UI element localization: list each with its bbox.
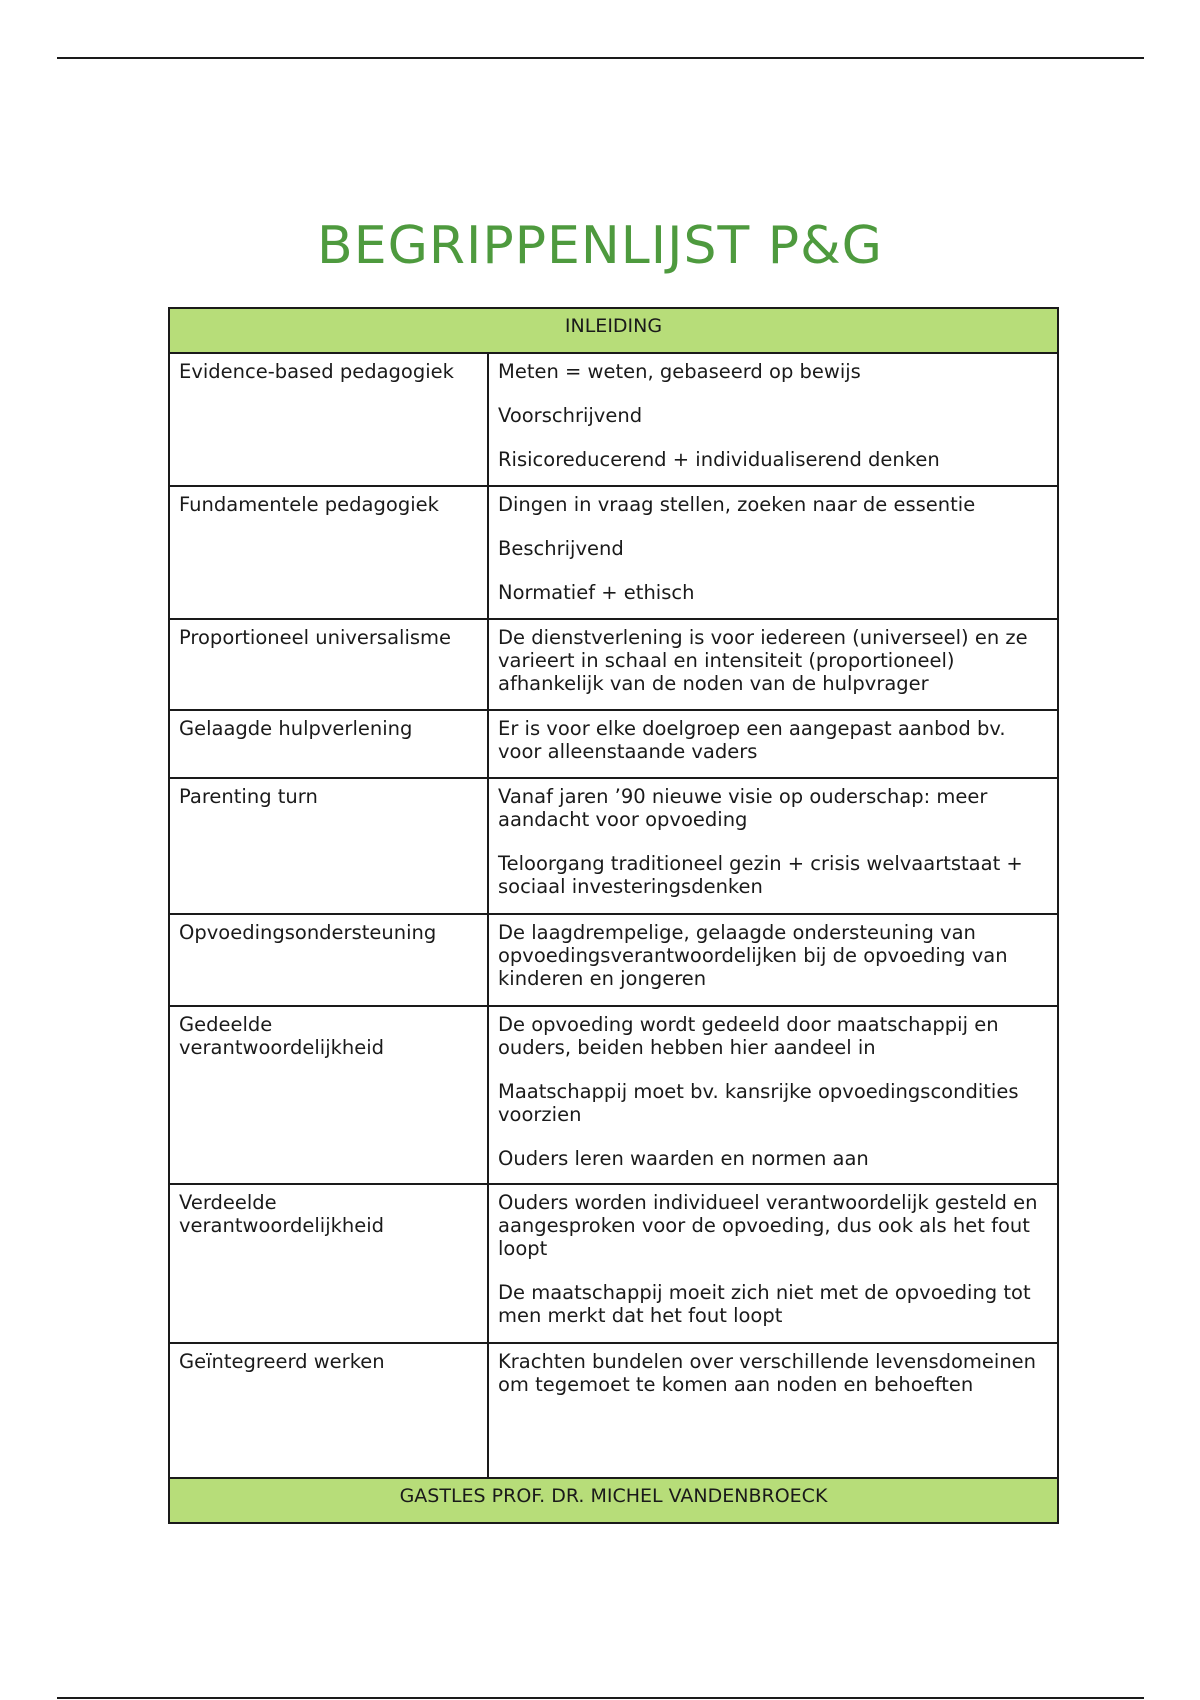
section-header-gastles xyxy=(169,1478,1058,1523)
definition-cell xyxy=(488,486,1058,619)
footer-rule xyxy=(57,1697,1144,1699)
definition-line: Vanaf jaren ’90 nieuwe visie op ouderschap: meer aandacht voor opvoeding xyxy=(498,785,988,831)
term-cell: Proportioneel universalisme xyxy=(169,619,488,710)
term-cell: Gelaagde hulpverlening xyxy=(169,710,488,778)
section-header-inleiding xyxy=(169,308,1058,353)
definition-line: De dienstverlening is voor iedereen (universeel) en ze varieert in schaal en intensiteit (proportioneel) afhankelijk van de noden van de hulpvrager xyxy=(498,626,1028,695)
header-rule xyxy=(57,57,1144,59)
term-cell: Gedeelde verantwoordelijkheid xyxy=(169,1006,488,1184)
table-row xyxy=(169,710,1058,778)
table-row xyxy=(169,778,1058,914)
definition-cell xyxy=(488,778,1058,914)
definition-line: De maatschappij moeit zich niet met de opvoeding tot men merkt dat het fout loopt xyxy=(498,1281,1031,1327)
document-title: BEGRIPPENLIJST P&G xyxy=(317,216,883,276)
definition-line: Meten = weten, gebaseerd op bewijs xyxy=(498,360,861,383)
definition-line: Krachten bundelen over verschillende levensdomeinen om tegemoet te komen aan noden en behoeften xyxy=(498,1350,1037,1396)
section-label: GASTLES PROF. DR. MICHEL VANDENBROECK xyxy=(169,1478,1058,1523)
definition-cell xyxy=(488,1006,1058,1184)
table-row xyxy=(169,914,1058,1006)
definition-line: Er is voor elke doelgroep een aangepast aanbod bv. voor alleenstaande vaders xyxy=(498,717,1006,763)
definition-line: Ouders worden individueel verantwoordelijk gesteld en aangesproken voor de opvoeding, dus ook als het fout loopt xyxy=(498,1191,1038,1260)
definition-cell xyxy=(488,710,1058,778)
definition-line: De opvoeding wordt gedeeld door maatschappij en ouders, beiden hebben hier aandeel in xyxy=(498,1013,999,1059)
definition-line: Beschrijvend xyxy=(498,537,624,560)
glossary-table xyxy=(168,307,1059,1524)
term-cell: Fundamentele pedagogiek xyxy=(169,486,488,619)
definition-cell xyxy=(488,1184,1058,1343)
definition-line: De laagdrempelige, gelaagde ondersteuning van opvoedingsverantwoordelijken bij de opvoeding van kinderen en jongeren xyxy=(498,921,1008,990)
definition-line: Voorschrijvend xyxy=(498,404,643,427)
table-row xyxy=(169,486,1058,619)
definition-cell xyxy=(488,353,1058,486)
term-cell: Verdeelde verantwoordelijkheid xyxy=(169,1184,488,1343)
table-row xyxy=(169,353,1058,486)
definition-cell xyxy=(488,914,1058,1006)
section-label: INLEIDING xyxy=(169,308,1058,353)
definition-line: Ouders leren waarden en normen aan xyxy=(498,1147,869,1170)
table-row xyxy=(169,619,1058,710)
table-row xyxy=(169,1006,1058,1184)
table-row xyxy=(169,1343,1058,1478)
definition-line: Maatschappij moet bv. kansrijke opvoedingscondities voorzien xyxy=(498,1080,1019,1126)
term-cell: Parenting turn xyxy=(169,778,488,914)
definition-line: Dingen in vraag stellen, zoeken naar de essentie xyxy=(498,493,976,516)
term-cell: Geïntegreerd werken xyxy=(169,1343,488,1478)
definition-line: Teloorgang traditioneel gezin + crisis welvaartstaat + sociaal investeringsdenken xyxy=(498,852,1023,898)
definition-cell xyxy=(488,1343,1058,1478)
definition-line: Risicoreducerend + individualiserend denken xyxy=(498,448,940,471)
definition-cell xyxy=(488,619,1058,710)
definition-line: Normatief + ethisch xyxy=(498,581,695,604)
table-row xyxy=(169,1184,1058,1343)
term-cell: Opvoedingsondersteuning xyxy=(169,914,488,1006)
term-cell: Evidence-based pedagogiek xyxy=(169,353,488,486)
